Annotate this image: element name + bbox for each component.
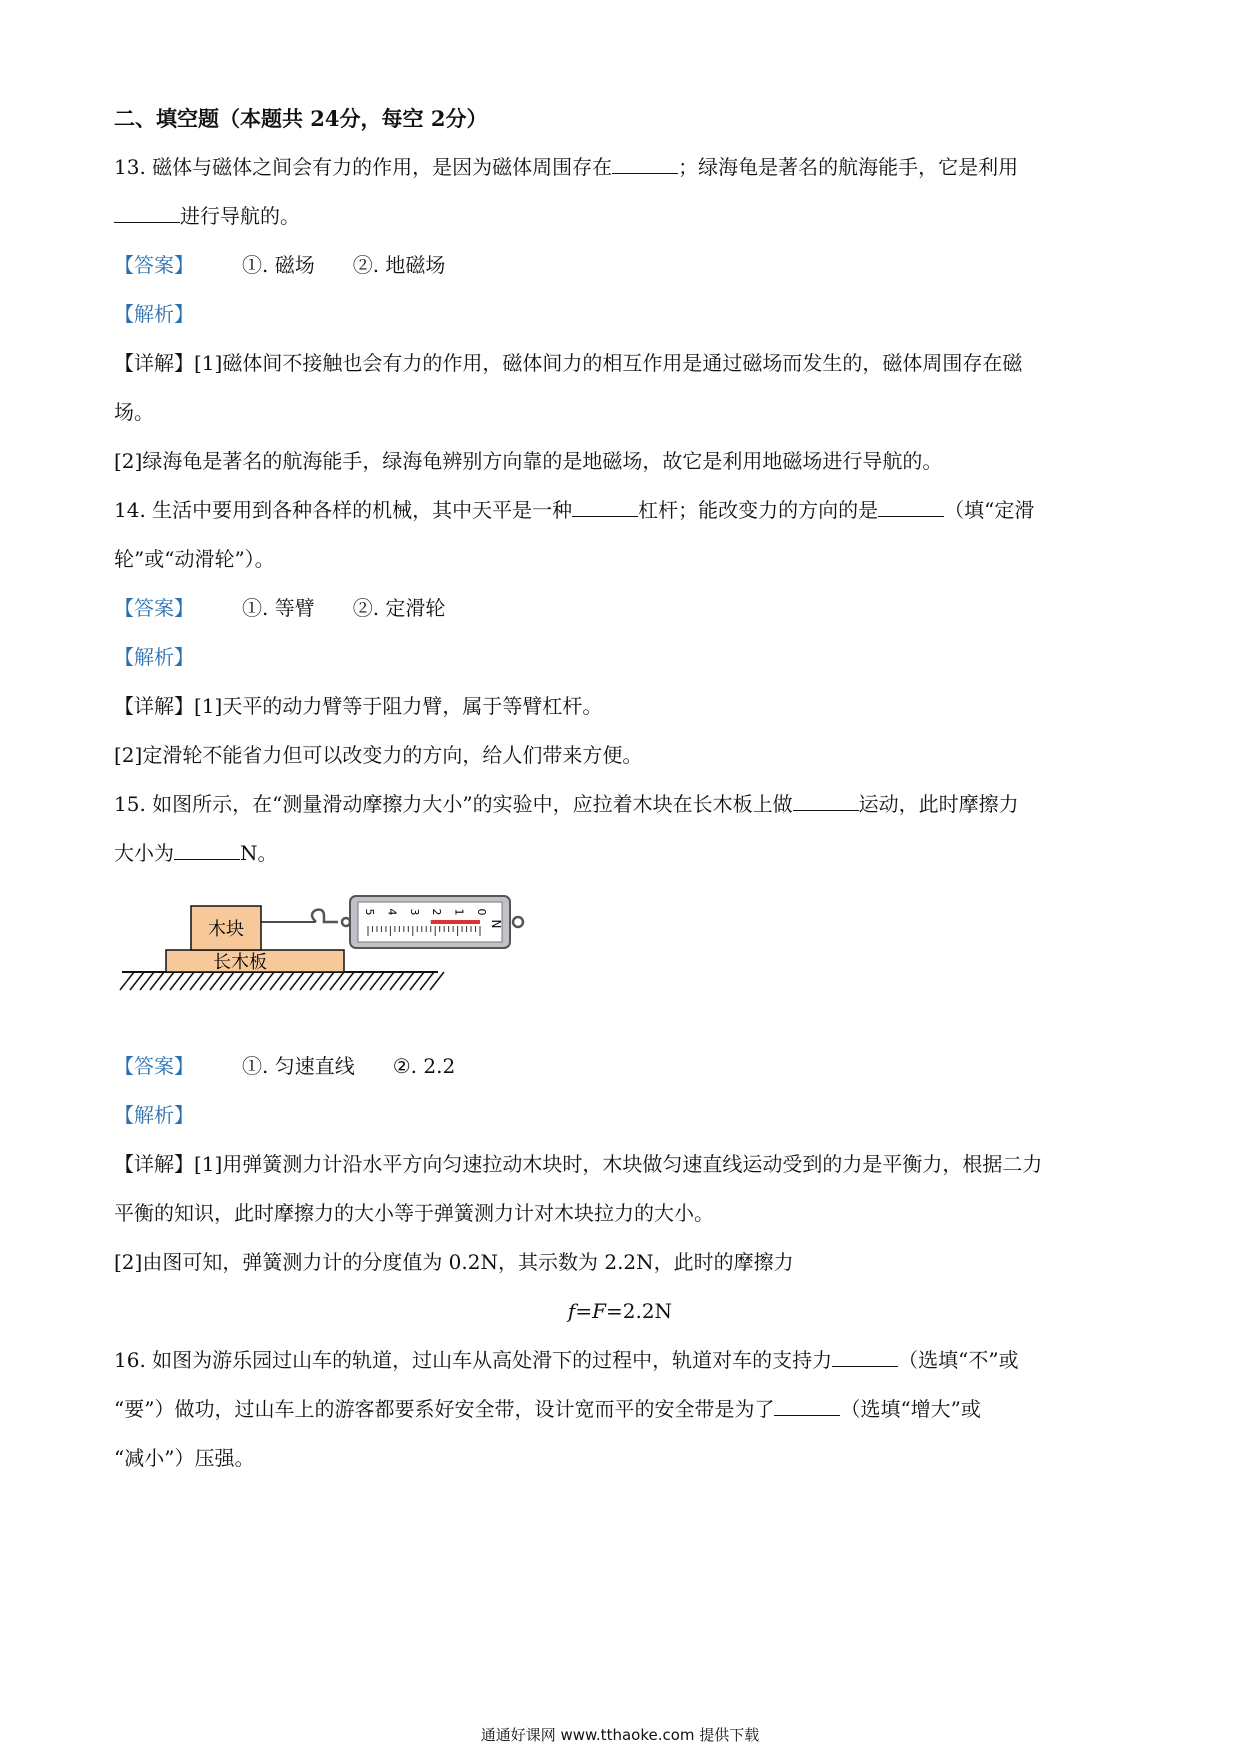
q16-text-a: 16. 如图为游乐园过山车的轨道，过山车从高处滑下的过程中，轨道对车的支持力 [114,1348,833,1372]
q13-answer-1: ①. 磁场 [242,253,315,277]
q13-text-a: 13. 磁体与磁体之间会有力的作用，是因为磁体周围存在 [114,155,613,179]
q15-detail-1-text: [1]用弹簧测力计沿水平方向匀速拉动木块时，木块做匀速直线运动受到的力是平衡力，根据二力 [194,1152,1043,1176]
q13-detail-1-text: [1]磁体间不接触也会有力的作用，磁体间力的相互作用是通过磁场而发生的，磁体周围存在磁 [194,351,1023,375]
analysis-tag: 【解析】 [114,645,194,669]
q13-answer [114,250,1130,280]
answer-tag: 【答案】 [114,1054,194,1078]
detail-tag: 【详解】 [114,1152,194,1176]
q13-detail-1 [114,348,1130,378]
q15-answer-2: ②. 2.2 [392,1054,456,1078]
formula-rest: =2.2N [605,1299,673,1323]
q15-text-b: 运动，此时摩擦力 [858,792,1019,816]
hook-ring [342,918,350,926]
q14-answer-2: ②. 定滑轮 [352,596,446,620]
q15-formula [0,1296,1240,1326]
q14-blank-1 [572,496,638,517]
analysis-tag: 【解析】 [114,1103,194,1127]
q15-blank-1 [793,790,859,811]
scale-number: 1 [452,908,466,916]
q14-text-b: 杠杆；能改变力的方向的是 [638,498,879,522]
scale-number: 2 [430,908,444,916]
section-heading: 二、填空题（本题共 24分，每空 2分） [114,106,488,131]
formula-f: f [567,1299,576,1323]
q14-detail-1 [114,691,1130,721]
q16-blank-2 [774,1395,840,1416]
q13-answer-2: ②. 地磁场 [352,253,446,277]
formula-F: F [592,1299,606,1323]
experiment-figure [118,882,598,1002]
q14-text-a: 14. 生活中要用到各种各样的机械，其中天平是一种 [114,498,573,522]
q13-text-b: ；绿海龟是著名的航海能手，它是利用 [678,155,1019,179]
q15-analysis [114,1100,1130,1130]
q16-line1 [114,1345,1130,1375]
scale-number: 3 [407,908,421,916]
q14-line2: 轮”或“动滑轮”）。 [114,547,275,571]
q13-detail-1b: 场。 [114,400,154,424]
block-label: 木块 [208,919,244,940]
q14-blank-2 [878,496,944,517]
board-label: 长木板 [213,952,267,973]
detail-tag: 【详解】 [114,351,194,375]
q14-text-c: （填“定滑 [944,498,1035,522]
q13-blank-1 [612,153,678,174]
q13-analysis [114,299,1130,329]
hook-icon [312,910,338,922]
answer-tag: 【答案】 [114,253,194,277]
q15-text-d: N。 [240,841,278,865]
page-footer: 通通好课网 www.tthaoke.com 提供下载 [480,1726,760,1744]
q15-blank-2 [174,839,240,860]
scale-number: 4 [385,908,399,916]
scale-number: 0 [475,908,488,916]
q16-text-b: （选填“不”或 [898,1348,1019,1372]
q15-text-a: 15. 如图所示，在“测量滑动摩擦力大小”的实验中，应拉着木块在长木板上做 [114,792,793,816]
q14-detail-1-text: [1]天平的动力臂等于阻力臂，属于等臂杠杆。 [194,694,603,718]
q14-answer-1: ①. 等臂 [242,596,315,620]
q15-text-c: 大小为 [114,841,174,865]
answer-tag: 【答案】 [114,596,194,620]
q13-line1 [114,152,1130,182]
q16-text-c: “要”）做功，过山车上的游客都要系好安全带，设计宽而平的安全带是为了 [114,1397,775,1421]
q16-text-d: （选填“增大”或 [840,1397,981,1421]
q15-detail-1 [114,1149,1130,1179]
q16-line3: “减小”）压强。 [114,1446,255,1470]
scale-unit: N [489,919,503,929]
q15-line2 [114,838,1130,868]
q14-line1 [114,495,1130,525]
q13-detail-2: [2]绿海龟是著名的航海能手，绿海龟辨别方向靠的是地磁场，故它是利用地磁场进行导航的。 [114,449,943,473]
detail-tag: 【详解】 [114,694,194,718]
ground-hatching [120,972,444,990]
q16-blank-1 [832,1346,898,1367]
scale-number: 5 [363,908,376,916]
q15-answer-1: ①. 匀速直线 [242,1054,355,1078]
q15-answer [114,1051,1130,1081]
q14-detail-2: [2]定滑轮不能省力但可以改变力的方向，给人们带来方便。 [114,743,643,767]
q15-detail-1b: 平衡的知识，此时摩擦力的大小等于弹簧测力计对木块拉力的大小。 [114,1201,714,1225]
analysis-tag: 【解析】 [114,302,194,326]
q13-text-c: 进行导航的。 [180,204,300,228]
q14-analysis [114,642,1130,672]
formula-eq: = [575,1299,593,1323]
q14-answer [114,593,1130,623]
q16-line2 [114,1394,1130,1424]
scale-ring [513,917,523,927]
q13-line2 [114,201,1130,231]
scale-indicator [431,920,480,924]
q15-line1 [114,789,1130,819]
q15-detail-2: [2]由图可知，弹簧测力计的分度值为 0.2N，其示数为 2.2N，此时的摩擦力 [114,1250,794,1274]
q13-blank-2 [114,202,180,223]
